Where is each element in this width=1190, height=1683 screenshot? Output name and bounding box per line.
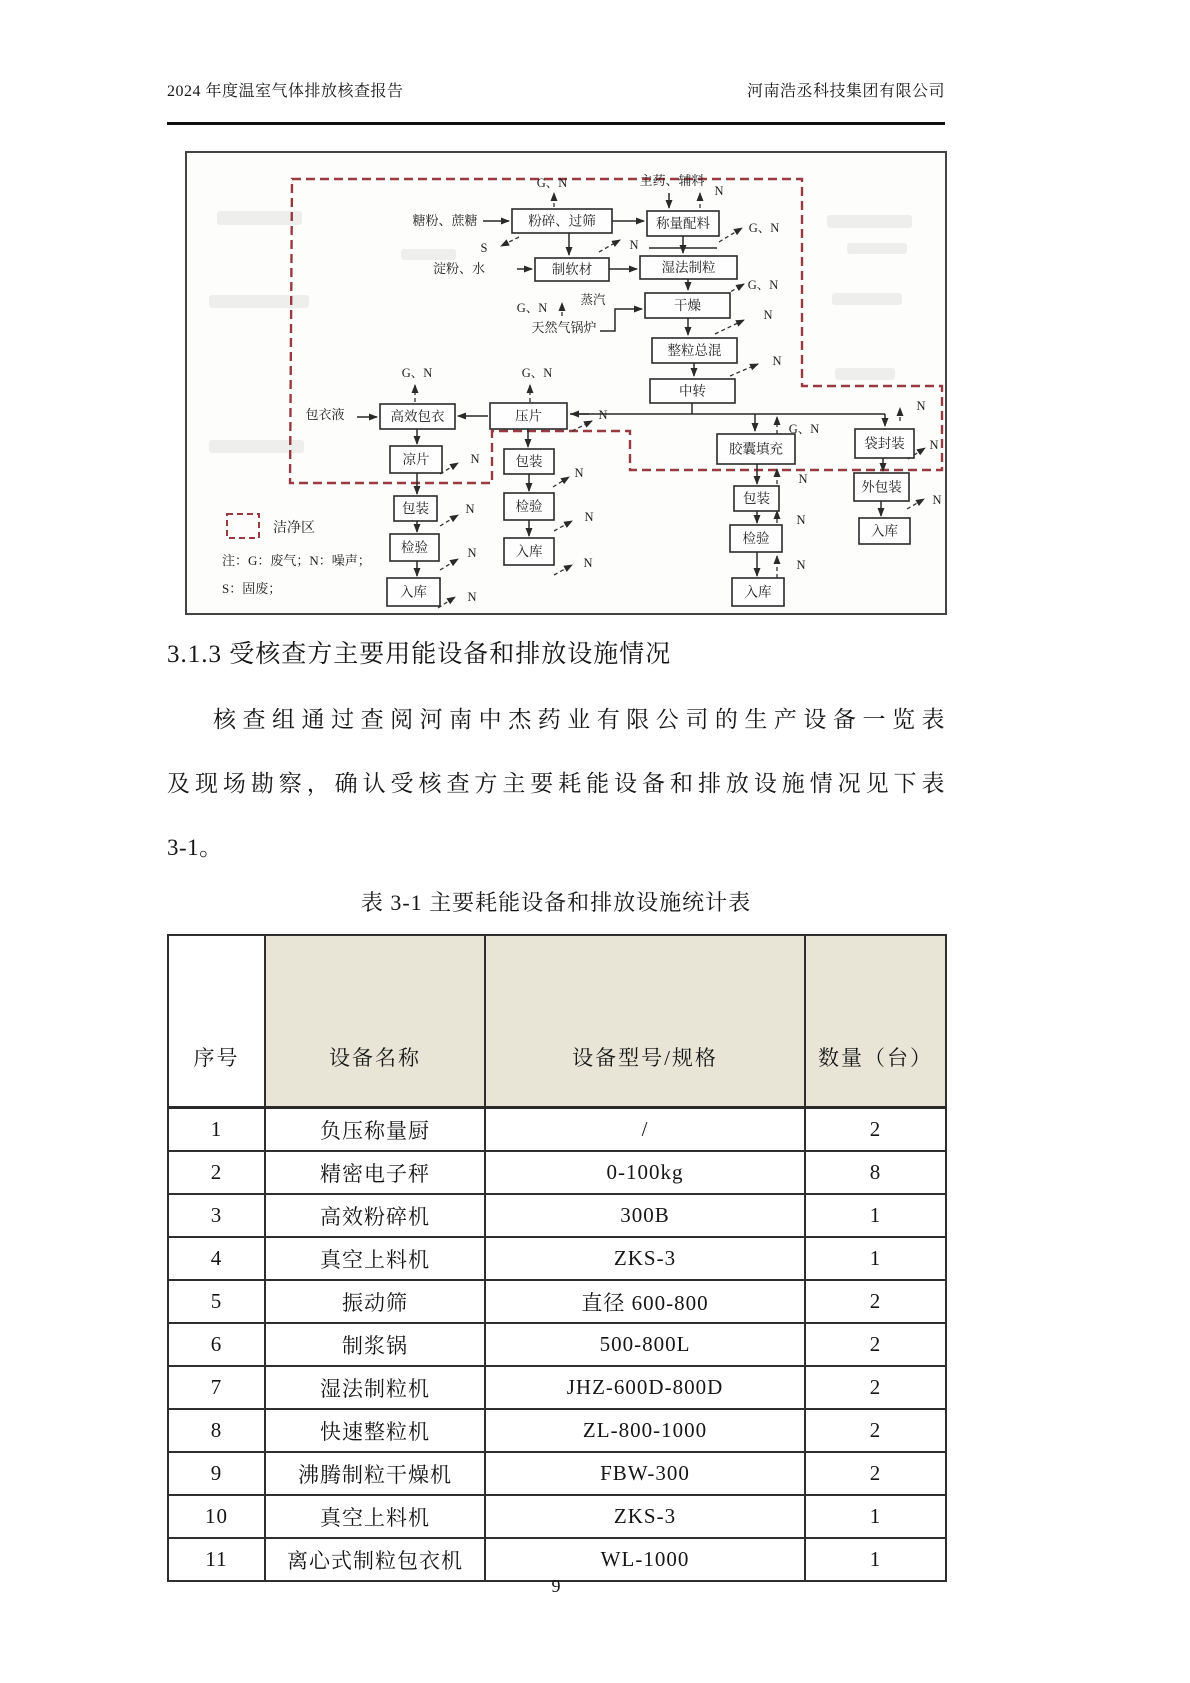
flow-label: N — [467, 546, 477, 560]
table-cell: 沸腾制粒干燥机 — [265, 1452, 485, 1495]
equipment-table-body — [168, 1108, 946, 1582]
table-cell: 5 — [168, 1280, 265, 1323]
flow-box-label: 检验 — [401, 540, 428, 555]
flow-box-label: 粉碎、过筛 — [528, 213, 596, 229]
flow-box-label: 高效包衣 — [390, 409, 445, 424]
flow-label: N — [583, 556, 593, 570]
flow-box-label: 检验 — [742, 531, 770, 546]
column-header-device-name: 设备名称 — [265, 935, 485, 1108]
table-row — [168, 1323, 946, 1366]
flow-label: G、N — [521, 366, 553, 380]
table-cell: JHZ-600D-800D — [485, 1366, 805, 1409]
scan-smudge — [827, 215, 912, 228]
flow-label: N — [470, 452, 480, 466]
emission-arrow — [599, 240, 620, 252]
flow-label: 糖粉、蔗糖 — [412, 213, 478, 228]
flow-label: G、N — [748, 221, 780, 235]
flow-label: G、N — [788, 422, 820, 436]
table-cell: FBW-300 — [485, 1452, 805, 1495]
flow-box-label: 称量配料 — [656, 216, 710, 231]
table-cell: 7 — [168, 1366, 265, 1409]
paragraph-line: 3-1。 — [167, 835, 223, 860]
scan-smudge — [832, 293, 902, 305]
flow-box-label: 包装 — [402, 501, 429, 516]
emission-arrow — [715, 320, 744, 334]
table-cell: 2 — [805, 1108, 946, 1152]
scan-smudge — [847, 243, 907, 254]
flow-legend-text: S：固废； — [222, 581, 282, 596]
header-company-name: 河南浩丞科技集团有限公司 — [746, 83, 945, 100]
process-flow-figure — [185, 151, 947, 615]
table-cell: 制浆锅 — [265, 1323, 485, 1366]
flow-legend-text: 注：G：废气；N：噪声； — [222, 553, 371, 568]
flow-label: 蒸汽 — [580, 293, 606, 307]
scan-smudge — [209, 295, 309, 308]
body-paragraph — [167, 688, 945, 880]
table-cell: WL-1000 — [485, 1538, 805, 1581]
table-cell: 4 — [168, 1237, 265, 1280]
table-caption: 表 3-1 主要耗能设备和排放设施统计表 — [360, 890, 752, 915]
table-cell: 11 — [168, 1538, 265, 1581]
table-cell: 2 — [805, 1366, 946, 1409]
table-cell: 1 — [168, 1108, 265, 1152]
flow-box-label: 包装 — [743, 491, 770, 506]
table-cell: 2 — [805, 1452, 946, 1495]
emission-arrow — [501, 237, 519, 246]
flow-box-label: 袋封装 — [864, 436, 905, 451]
table-row — [168, 1538, 946, 1581]
emission-arrow — [719, 228, 742, 242]
flow-label: N — [467, 590, 477, 604]
table-header-row — [168, 935, 946, 1108]
paragraph-line: 核查组通过查阅河南中杰药业有限公司的生产设备一览表 — [213, 707, 945, 732]
table-cell: 真空上料机 — [265, 1495, 485, 1538]
emission-arrow — [572, 421, 592, 431]
table-cell: 300B — [485, 1194, 805, 1237]
table-cell: 2 — [805, 1323, 946, 1366]
emission-arrow — [554, 521, 572, 531]
flow-label: N — [584, 510, 594, 524]
flow-label: 天然气锅炉 — [531, 320, 597, 335]
flow-box-label: 检验 — [515, 499, 543, 514]
table-cell: 振动筛 — [265, 1280, 485, 1323]
emission-arrow — [554, 565, 572, 575]
table-cell: 1 — [805, 1538, 946, 1581]
flow-label: 包衣液 — [305, 407, 345, 422]
flow-label: S — [480, 241, 488, 255]
section-heading: 3.1.3 受核查方主要用能设备和排放设施情况 — [167, 641, 672, 668]
flow-box-label: 制软材 — [551, 262, 593, 277]
process-flow-svg — [187, 153, 945, 613]
table-row — [168, 1495, 946, 1538]
table-cell: 1 — [805, 1194, 946, 1237]
flow-box-label: 湿法制粒 — [661, 260, 716, 275]
column-header-quantity: 数量（台） — [805, 935, 946, 1108]
table-cell: ZKS-3 — [485, 1495, 805, 1538]
table-row — [168, 1452, 946, 1495]
flow-box-label: 中转 — [679, 383, 706, 399]
flow-label: G、N — [516, 301, 548, 315]
table-cell: 8 — [805, 1151, 946, 1194]
table-row — [168, 1280, 946, 1323]
emission-arrow — [440, 559, 458, 570]
header-report-title: 2024 年度温室气体排放核查报告 — [167, 83, 404, 100]
table-cell: 精密电子秤 — [265, 1151, 485, 1194]
flow-label: 主药、辅料 — [639, 173, 705, 188]
flow-label: N — [598, 408, 608, 422]
paragraph-line: 及现场勘察，确认受核查方主要耗能设备和排放设施情况见下表 — [167, 771, 945, 796]
flow-label: N — [465, 502, 475, 516]
table-cell: 湿法制粒机 — [265, 1366, 485, 1409]
table-cell: 6 — [168, 1323, 265, 1366]
flow-label: N — [772, 354, 782, 368]
table-row — [168, 1366, 946, 1409]
table-cell: 2 — [805, 1409, 946, 1452]
table-cell: 3 — [168, 1194, 265, 1237]
scan-smudge — [217, 211, 302, 225]
table-cell: 高效粉碎机 — [265, 1194, 485, 1237]
flow-label: N — [798, 472, 808, 486]
flow-box-label: 入库 — [515, 544, 543, 559]
table-cell: 真空上料机 — [265, 1237, 485, 1280]
flow-label: G、N — [747, 278, 779, 292]
flow-label: G、N — [536, 176, 568, 190]
table-cell: 9 — [168, 1452, 265, 1495]
flow-label: N — [796, 558, 806, 572]
column-header-model-spec: 设备型号/规格 — [485, 935, 805, 1108]
flow-label: 淀粉、水 — [432, 261, 486, 276]
flow-label: N — [714, 184, 724, 198]
flow-box-label: 胶囊填充 — [729, 441, 783, 457]
table-cell: 直径 600-800 — [485, 1280, 805, 1323]
page-number: 9 — [551, 1576, 561, 1596]
flow-label: N — [796, 513, 806, 527]
flow-label: N — [932, 493, 942, 507]
table-row — [168, 1409, 946, 1452]
clean-zone-legend-swatch — [227, 514, 259, 538]
flow-label: N — [574, 466, 584, 480]
flow-box-label: 外包装 — [861, 479, 902, 495]
table-cell: 1 — [805, 1237, 946, 1280]
emission-arrow — [730, 364, 758, 376]
flow-label: G、N — [401, 366, 433, 380]
flow-box-label: 入库 — [400, 584, 427, 600]
table-cell: 2 — [805, 1280, 946, 1323]
flow-legend-text: 洁净区 — [273, 521, 315, 536]
flow-label: N — [629, 238, 639, 252]
flow-box-label: 入库 — [871, 523, 898, 539]
table-cell: 2 — [168, 1151, 265, 1194]
flow-label: N — [763, 308, 773, 322]
table-cell: 500-800L — [485, 1323, 805, 1366]
flow-arrow — [600, 309, 642, 331]
table-cell: 快速整粒机 — [265, 1409, 485, 1452]
scan-smudge — [835, 368, 895, 380]
flow-box-label: 整粒总混 — [667, 343, 722, 358]
table-cell: 负压称量厨 — [265, 1108, 485, 1152]
table-row — [168, 1108, 946, 1152]
flow-label: N — [929, 438, 939, 452]
table-cell: 8 — [168, 1409, 265, 1452]
table-cell: ZKS-3 — [485, 1237, 805, 1280]
flow-label: N — [916, 399, 926, 413]
emission-arrow — [440, 515, 458, 526]
table-row — [168, 1194, 946, 1237]
flow-box-label: 压片 — [515, 408, 542, 424]
emission-arrow — [553, 477, 569, 487]
flow-box-label: 入库 — [744, 584, 772, 600]
table-cell: 0-100kg — [485, 1151, 805, 1194]
equipment-table — [167, 934, 947, 1582]
table-cell: 离心式制粒包衣机 — [265, 1538, 485, 1581]
scan-smudge — [401, 249, 456, 260]
table-cell: 10 — [168, 1495, 265, 1538]
flow-box-label: 凉片 — [402, 452, 430, 467]
table-row — [168, 1237, 946, 1280]
table-cell: / — [485, 1108, 805, 1152]
flow-box-label: 干燥 — [674, 298, 701, 313]
table-cell: 1 — [805, 1495, 946, 1538]
header-divider — [167, 122, 945, 125]
table-row — [168, 1151, 946, 1194]
table-cell: ZL-800-1000 — [485, 1409, 805, 1452]
column-header-index: 序号 — [168, 935, 265, 1108]
flow-box-label: 包装 — [515, 454, 543, 469]
